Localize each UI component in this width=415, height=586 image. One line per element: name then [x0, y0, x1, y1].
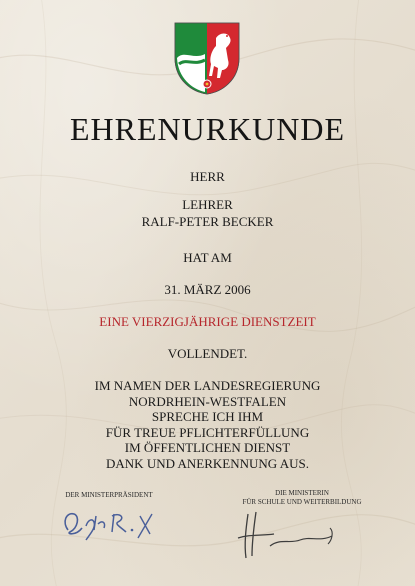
minister-title-line: FÜR SCHULE UND WEITERBILDUNG [242, 498, 362, 506]
award-date: 31. MÄRZ 2006 [164, 282, 251, 297]
body-line: IM ÖFFENTLICHEN DIENST [124, 440, 291, 455]
minister-president-title: DER MINISTERPRÄSIDENT [65, 491, 153, 499]
minister-signature [230, 508, 350, 563]
certificate-title: EHRENURKUNDE [69, 111, 346, 147]
recipient-name: RALF-PETER BECKER [141, 214, 274, 229]
salutation: HERR [190, 169, 225, 184]
body-line: NORDRHEIN-WESTFALEN [128, 393, 287, 409]
completed-text: VOLLENDET. [167, 346, 248, 361]
minister-president-signature [56, 500, 166, 545]
body-line: DANK UND ANERKENNUNG AUS. [106, 455, 309, 471]
body-line: SPRECHE ICH IHM [151, 409, 264, 424]
hat-am-text: HAT AM [183, 250, 232, 265]
service-anniversary: EINE VIERZIGJÄHRIGE DIENSTZEIT [99, 314, 316, 329]
minister-title-line: DIE MINISTERIN [275, 489, 329, 497]
profession: LEHRER [182, 197, 233, 212]
nrw-coat-of-arms [172, 20, 242, 96]
body-line: IM NAMEN DER LANDESREGIERUNG [94, 378, 321, 393]
acknowledgement-text [0, 378, 415, 471]
body-line: FÜR TREUE PFLICHTERFÜLLUNG [105, 424, 310, 440]
minister-title [232, 489, 372, 507]
